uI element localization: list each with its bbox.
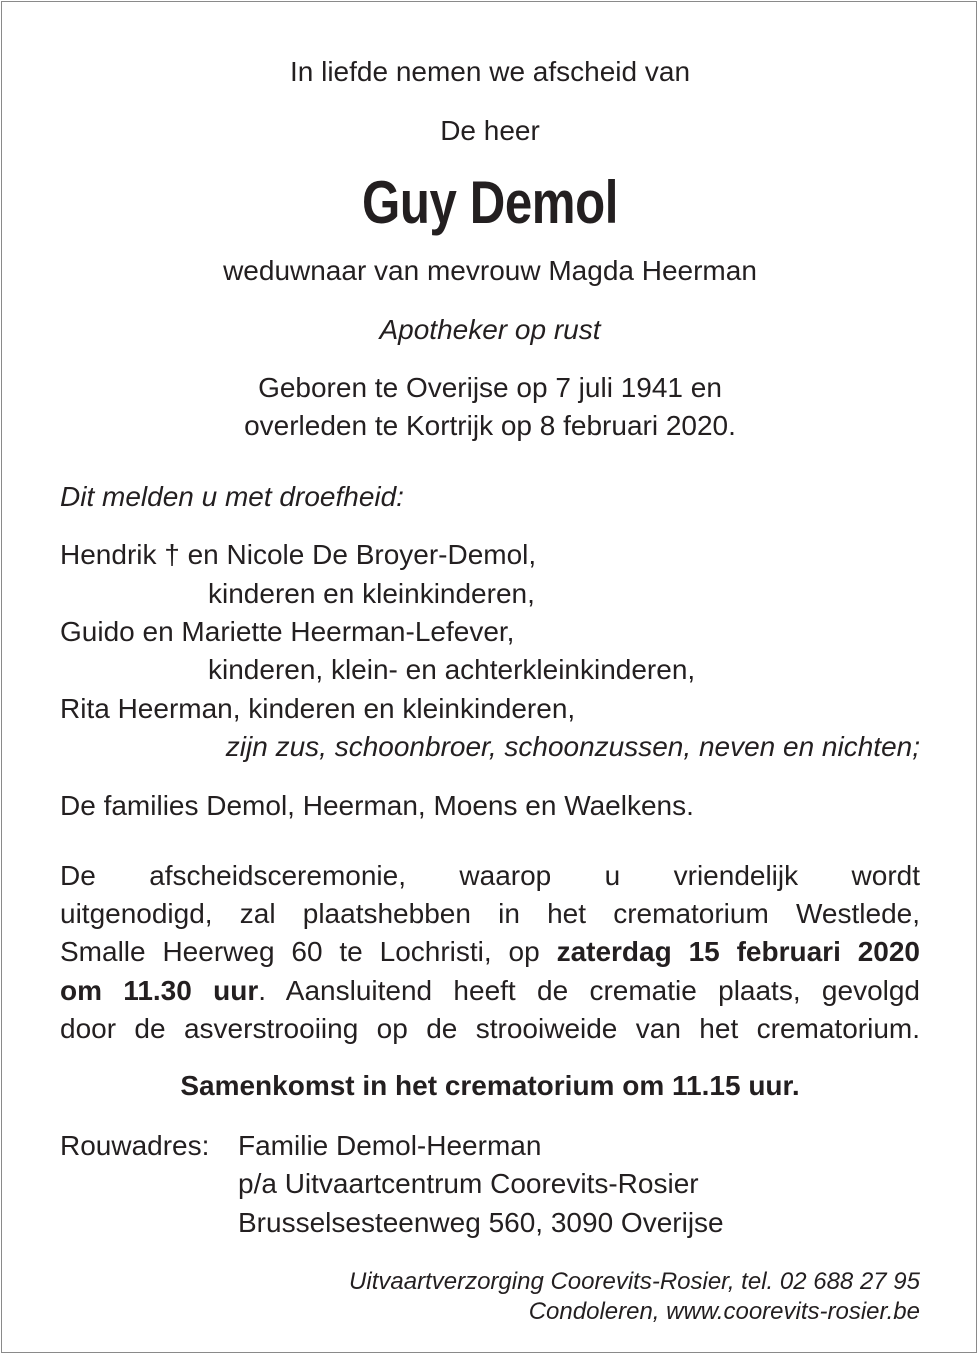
announce-line: Dit melden u met droefheid:: [60, 481, 404, 512]
family-line: Hendrik † en Nicole De Broyer-Demol,: [60, 539, 537, 570]
birth-line: Geboren te Overijse op 7 juli 1941 en: [258, 372, 722, 403]
ceremony-line: [60, 972, 920, 1010]
condolence-website: Condoleren, www.coorevits-rosier.be: [528, 1298, 920, 1325]
address-line: Familie Demol-Heerman: [238, 1130, 542, 1161]
ceremony-date: zaterdag 15 februari 2020: [556, 936, 921, 967]
ceremony-line: De afscheidsceremonie, waarop u vriendelijk wordt: [60, 860, 920, 891]
ceremony-line: uitgenodigd, zal plaatshebben in het crematorium Westlede,: [60, 898, 920, 929]
gathering-line: Samenkomst in het crematorium om 11.15 uur.: [180, 1070, 800, 1101]
address-label: Rouwadres:: [60, 1130, 210, 1161]
ceremony-time: om 11.30 uur: [60, 975, 259, 1006]
ceremony-line: [60, 933, 920, 971]
families-line: De families Demol, Heerman, Moens en Waelkens.: [60, 790, 694, 821]
ceremony-line: door de asverstrooiing op de strooiweide van het crematorium.: [60, 1013, 920, 1044]
funeral-director: Uitvaartverzorging Coorevits-Rosier, tel. 02 688 27 95: [349, 1268, 920, 1295]
ceremony-cremation: . Aansluitend heeft de crematie plaats, gevolgd: [258, 975, 921, 1006]
family-line-relatives: zijn zus, schoonbroer, schoonzussen, neven en nichten;: [225, 731, 920, 762]
death-line: overleden te Kortrijk op 8 februari 2020.: [244, 410, 736, 441]
address-line: p/a Uitvaartcentrum Coorevits-Rosier: [238, 1168, 699, 1199]
widower-line: weduwnaar van mevrouw Magda Heerman: [223, 255, 757, 286]
family-line: kinderen, klein- en achterkleinkinderen,: [208, 654, 696, 685]
address-line: Brusselsesteenweg 560, 3090 Overijse: [238, 1207, 724, 1238]
family-line: kinderen en kleinkinderen,: [208, 578, 535, 609]
intro-line: In liefde nemen we afscheid van: [289, 56, 691, 87]
ceremony-location: Smalle Heerweg 60 te Lochristi, op: [60, 936, 557, 967]
family-line: Guido en Mariette Heerman-Lefever,: [60, 616, 515, 647]
family-line: Rita Heerman, kinderen en kleinkinderen,: [60, 693, 576, 724]
profession-line: Apotheker op rust: [379, 314, 601, 345]
salutation: De heer: [440, 115, 540, 146]
deceased-name: Guy Demol: [361, 169, 619, 236]
